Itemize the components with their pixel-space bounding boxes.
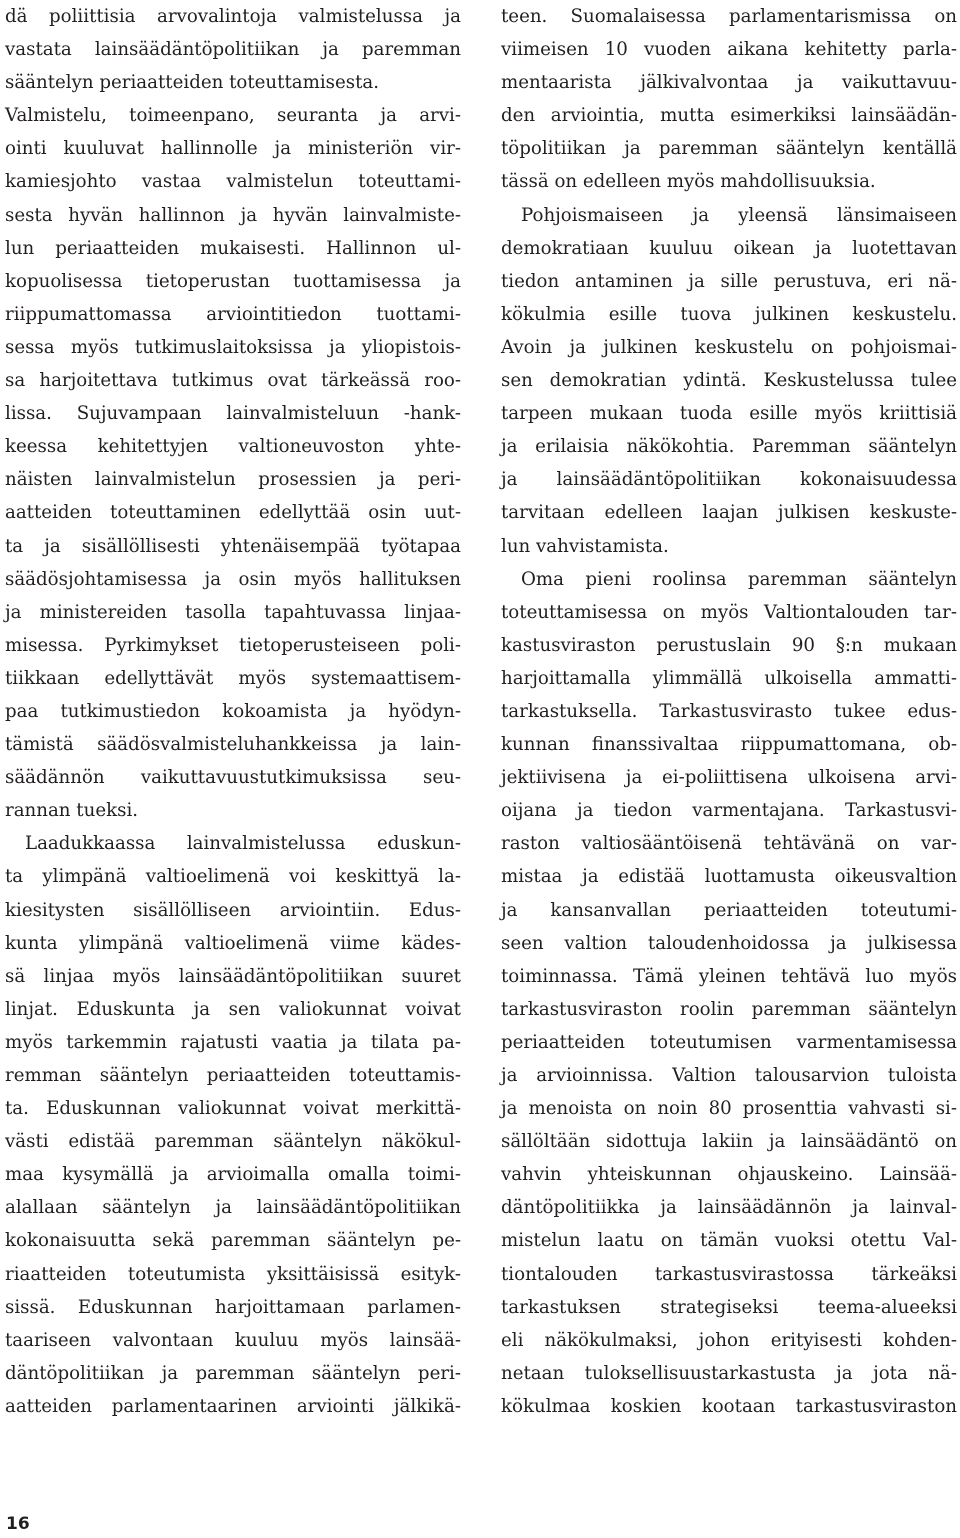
- text-line: ta. Eduskunnan valiokunnat voivat merkittä-: [5, 1098, 461, 1120]
- text-line: ja menoista on noin 80 prosenttia vahvasti si-: [501, 1098, 957, 1120]
- text-line: maa kysymällä ja arvioimalla omalla toimi-: [5, 1164, 461, 1186]
- text-line: Pohjoismaiseen ja yleensä länsimaiseen: [521, 204, 957, 226]
- text-line: ja kansanvallan periaatteiden toteutumi-: [501, 899, 957, 921]
- text-line: ja lainsäädäntöpolitiikan kokonaisuudessa: [501, 469, 957, 491]
- text-line: däntöpolitiikka ja lainsäädännön ja lainval-: [501, 1197, 957, 1219]
- text-line: tarkastuksen strategiseksi teema-alueeksi: [501, 1296, 957, 1318]
- text-line: kunnan finanssivaltaa riippumattomana, ob-: [501, 734, 957, 756]
- text-line: riippumattomassa arviointitiedon tuottami-: [5, 303, 461, 325]
- text-line: den arviointia, mutta esimerkiksi lainsäädän-: [501, 105, 957, 127]
- text-line: tarvitaan edelleen laajan julkisen keskuste-: [501, 502, 957, 524]
- text-line: alallaan sääntelyn ja lainsäädäntöpolitiikan: [5, 1197, 461, 1219]
- text-line: riaatteiden toteutumista yksittäisissä esityk-: [5, 1263, 461, 1285]
- text-line: tiontalouden tarkastusvirastossa tärkeäksi: [501, 1263, 957, 1285]
- text-line: ja erilaisia näkökohtia. Paremman sääntelyn: [501, 436, 957, 458]
- text-line: oijana ja tiedon varmentajana. Tarkastusvi-: [501, 800, 957, 822]
- text-line: lun vahvistamista.: [501, 535, 669, 557]
- text-line: remman sääntelyn periaatteiden toteuttamis-: [5, 1065, 461, 1086]
- text-line: misessa. Pyrkimykset tietoperusteiseen poli-: [5, 634, 461, 656]
- text-line: vahvin yhteiskunnan ohjauskeino. Lainsää-: [501, 1164, 957, 1186]
- text-line: Oma pieni roolinsa paremman sääntelyn: [521, 568, 957, 590]
- left-text-column: [5, 0, 461, 1423]
- text-line: ointi kuuluvat hallinnolle ja ministeriön vir-: [5, 138, 461, 160]
- text-line: aatteiden parlamentaarinen arviointi jälkikä-: [5, 1395, 461, 1417]
- text-line: toteuttamisessa on myös Valtiontalouden tar-: [501, 601, 957, 623]
- text-line: töpolitiikan ja paremman sääntelyn kentällä: [501, 138, 957, 160]
- text-line: periaatteiden toteutumisen varmentamisessa: [501, 1031, 957, 1053]
- page-number: 16: [6, 1514, 30, 1534]
- text-line: taariseen valvontaan kuuluu myös lainsää-: [5, 1329, 461, 1351]
- text-line: ta ja sisällöllisesti yhtenäisempää työtapaa: [5, 535, 461, 557]
- text-line: dä poliittisia arvovalintoja valmistelussa ja: [5, 6, 461, 27]
- text-line: demokratiaan kuuluu oikean ja luotettavan: [501, 237, 957, 259]
- text-line: viimeisen 10 vuoden aikana kehitetty parla-: [501, 39, 957, 61]
- text-line: sesta hyvän hallinnon ja hyvän lainvalmiste-: [5, 204, 461, 226]
- text-line: säädösjohtamisessa ja osin myös hallituksen: [5, 568, 461, 590]
- text-line: raston valtiosääntöisenä tehtävänä on var-: [501, 833, 957, 855]
- text-line: Avoin ja julkinen keskustelu on pohjoismai-: [501, 336, 957, 358]
- text-line: säädännön vaikuttavuustutkimuksissa seu-: [5, 767, 461, 789]
- text-line: sissä. Eduskunnan harjoittamaan parlamen-: [5, 1296, 461, 1318]
- text-line: ta ylimpänä valtioelimenä voi keskittyä la-: [5, 866, 461, 888]
- text-line: sääntelyn periaatteiden toteuttamisesta.: [5, 72, 380, 94]
- text-line: tämistä säädösvalmisteluhankkeissa ja lain-: [5, 734, 461, 756]
- text-line: kastusviraston perustuslain 90 §:n mukaan: [501, 634, 957, 656]
- text-line: sällöltään sidottuja lakiin ja lainsäädäntö on: [501, 1131, 957, 1153]
- text-line: jektiivisena ja ei-poliittisena ulkoisena arvi-: [501, 767, 957, 789]
- text-line: teen. Suomalaisessa parlamentarismissa on: [501, 6, 957, 27]
- text-line: kopuolisessa tietoperustan tuottamisessa ja: [5, 270, 461, 292]
- right-text-column: [501, 0, 957, 1423]
- text-line: tarpeen mukaan tuoda esille myös kriittisiä: [501, 403, 957, 425]
- text-line: kökulmaa koskien kootaan tarkastusviraston: [501, 1395, 957, 1417]
- text-line: kamiesjohto vastaa valmistelun toteuttami-: [5, 171, 461, 193]
- text-line: paa tutkimustiedon kokoamista ja hyödyn-: [5, 700, 461, 722]
- text-line: sä linjaa myös lainsäädäntöpolitiikan suuret: [5, 965, 461, 987]
- text-line: tarkastusviraston roolin paremman sääntelyn: [501, 998, 957, 1020]
- text-line: mistaa ja edistää luottamusta oikeusvaltion: [501, 866, 957, 888]
- text-line: sen demokratian ydintä. Keskustelussa tulee: [501, 370, 957, 392]
- text-line: sessa myös tutkimuslaitoksissa ja yliopistois-: [5, 336, 461, 358]
- text-line: mentaarista jälkivalvontaa ja vaikuttavuu-: [501, 72, 957, 94]
- text-line: sa harjoitettava tutkimus ovat tärkeässä roo-: [5, 370, 461, 392]
- text-line: mistelun laatu on tämän vuoksi otettu Val-: [501, 1230, 957, 1252]
- text-line: eli näkökulmaksi, johon erityisesti kohden-: [501, 1329, 957, 1351]
- text-line: harjoittamalla ylimmällä ulkoisella ammatti-: [501, 667, 957, 689]
- text-line: netaan tuloksellisuustarkastusta ja jota nä-: [501, 1362, 957, 1384]
- text-line: keessa kehitettyjen valtioneuvoston yhte-: [5, 436, 461, 458]
- text-line: aatteiden toteuttaminen edellyttää osin uut-: [5, 502, 461, 524]
- text-line: linjat. Eduskunta ja sen valiokunnat voivat: [5, 998, 461, 1020]
- text-line: västi edistää paremman sääntelyn näkökul-: [5, 1131, 461, 1153]
- text-line: kokonaisuutta sekä paremman sääntelyn pe-: [5, 1230, 461, 1252]
- text-line: ja ministereiden tasolla tapahtuvassa linjaa-: [5, 601, 461, 623]
- text-line: tarkastuksella. Tarkastusvirasto tukee edus-: [501, 700, 957, 722]
- text-line: Valmistelu, toimeenpano, seuranta ja arvi-: [5, 105, 461, 127]
- text-line: seen valtion taloudenhoidossa ja julkisessa: [501, 932, 957, 954]
- text-line: däntöpolitiikan ja paremman sääntelyn peri-: [5, 1362, 461, 1384]
- text-line: Laadukkaassa lainvalmistelussa eduskun-: [25, 833, 461, 855]
- text-line: kiesitysten sisällölliseen arviointiin. Edus-: [5, 899, 461, 921]
- text-line: ja arvioinnissa. Valtion talousarvion tuloista: [501, 1065, 957, 1086]
- text-line: lun periaatteiden mukaisesti. Hallinnon ul-: [5, 237, 461, 259]
- text-line: lissa. Sujuvampaan lainvalmisteluun -hank-: [5, 403, 461, 425]
- text-line: rannan tueksi.: [5, 800, 139, 822]
- text-line: kökulmia esille tuova julkinen keskustelu.: [501, 303, 957, 325]
- text-line: kunta ylimpänä valtioelimenä viime kädes-: [5, 932, 461, 954]
- text-line: tiedon antaminen ja sille perustuva, eri nä-: [501, 270, 957, 292]
- text-line: myös tarkemmin rajatusti vaatia ja tilata pa-: [5, 1031, 461, 1053]
- text-line: vastata lainsäädäntöpolitiikan ja paremman: [5, 39, 461, 61]
- text-line: tiikkaan edellyttävät myös systemaattisem-: [5, 667, 461, 689]
- text-line: näisten lainvalmistelun prosessien ja peri-: [5, 469, 461, 491]
- text-line: tässä on edelleen myös mahdollisuuksia.: [501, 171, 876, 193]
- text-line: toiminnassa. Tämä yleinen tehtävä luo myös: [501, 965, 957, 987]
